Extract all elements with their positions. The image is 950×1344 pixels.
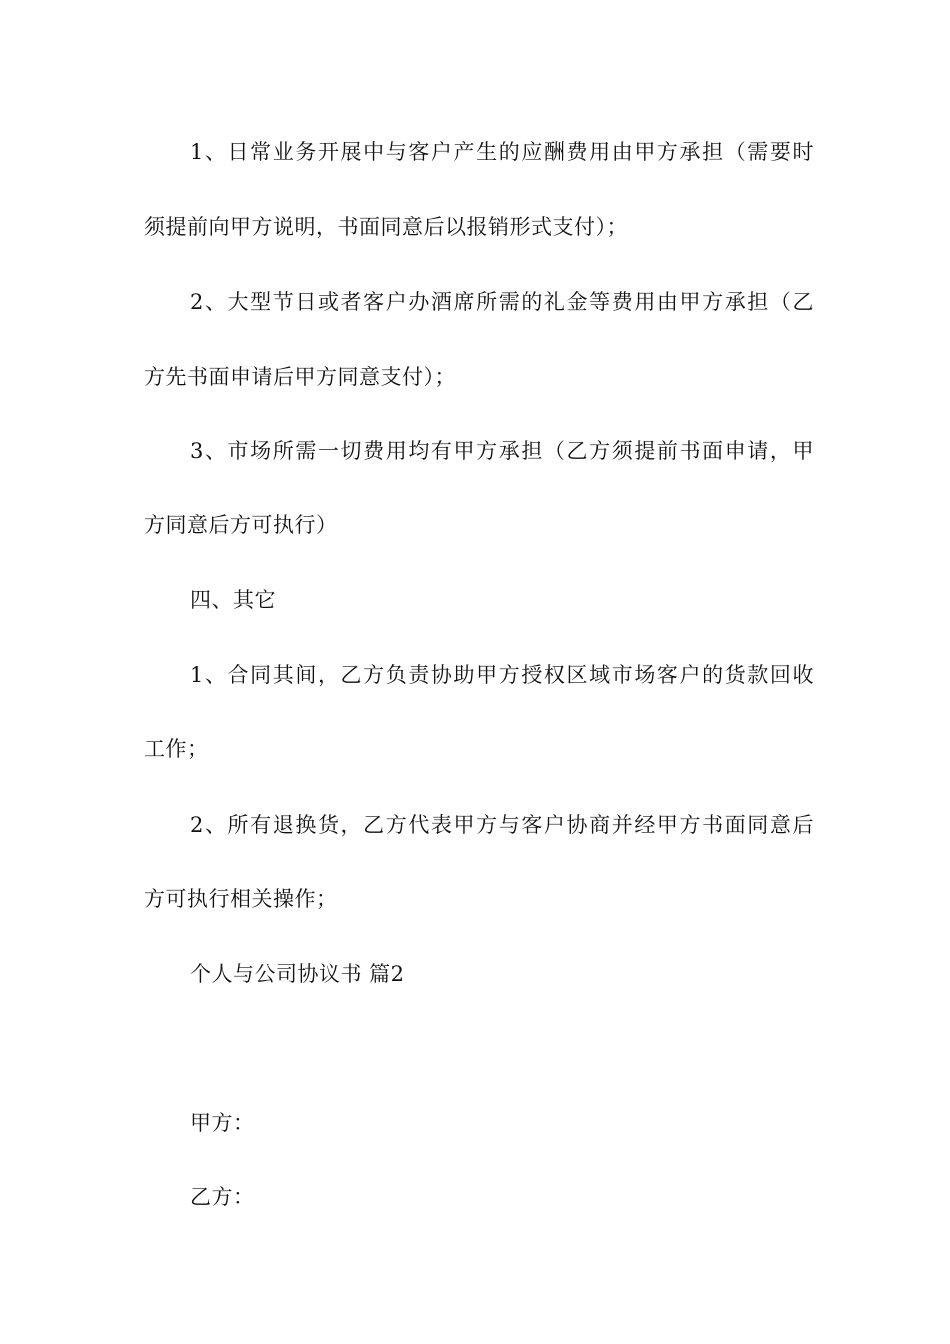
- party-a-label: 甲方：: [190, 1111, 255, 1135]
- paragraph-line: 方可执行相关操作；: [144, 887, 338, 911]
- document-title: 个人与公司协议书 篇2: [190, 962, 405, 986]
- paragraph-line: 3、市场所需一切费用均有甲方承担（乙方须提前书面申请，甲: [190, 439, 814, 463]
- paragraph-line: 方先书面申请后甲方同意支付）；: [144, 365, 456, 389]
- paragraph-line: 工作；: [144, 737, 209, 761]
- party-b-label: 乙方：: [190, 1185, 255, 1209]
- paragraph-line: 1、合同其间，乙方负责协助甲方授权区域市场客户的货款回收: [190, 663, 814, 687]
- paragraph-line: 1、日常业务开展中与客户产生的应酬费用由甲方承担（需要时: [190, 140, 814, 164]
- paragraph-line: 须提前向甲方说明，书面同意后以报销形式支付）；: [144, 215, 628, 239]
- paragraph-line: 2、所有退换货，乙方代表甲方与客户协商并经甲方书面同意后: [190, 813, 814, 837]
- paragraph-line: 方同意后方可执行）: [144, 513, 338, 537]
- paragraph-line: 2、大型节日或者客户办酒席所需的礼金等费用由甲方承担（乙: [190, 290, 814, 314]
- section-heading: 四、其它: [190, 588, 276, 612]
